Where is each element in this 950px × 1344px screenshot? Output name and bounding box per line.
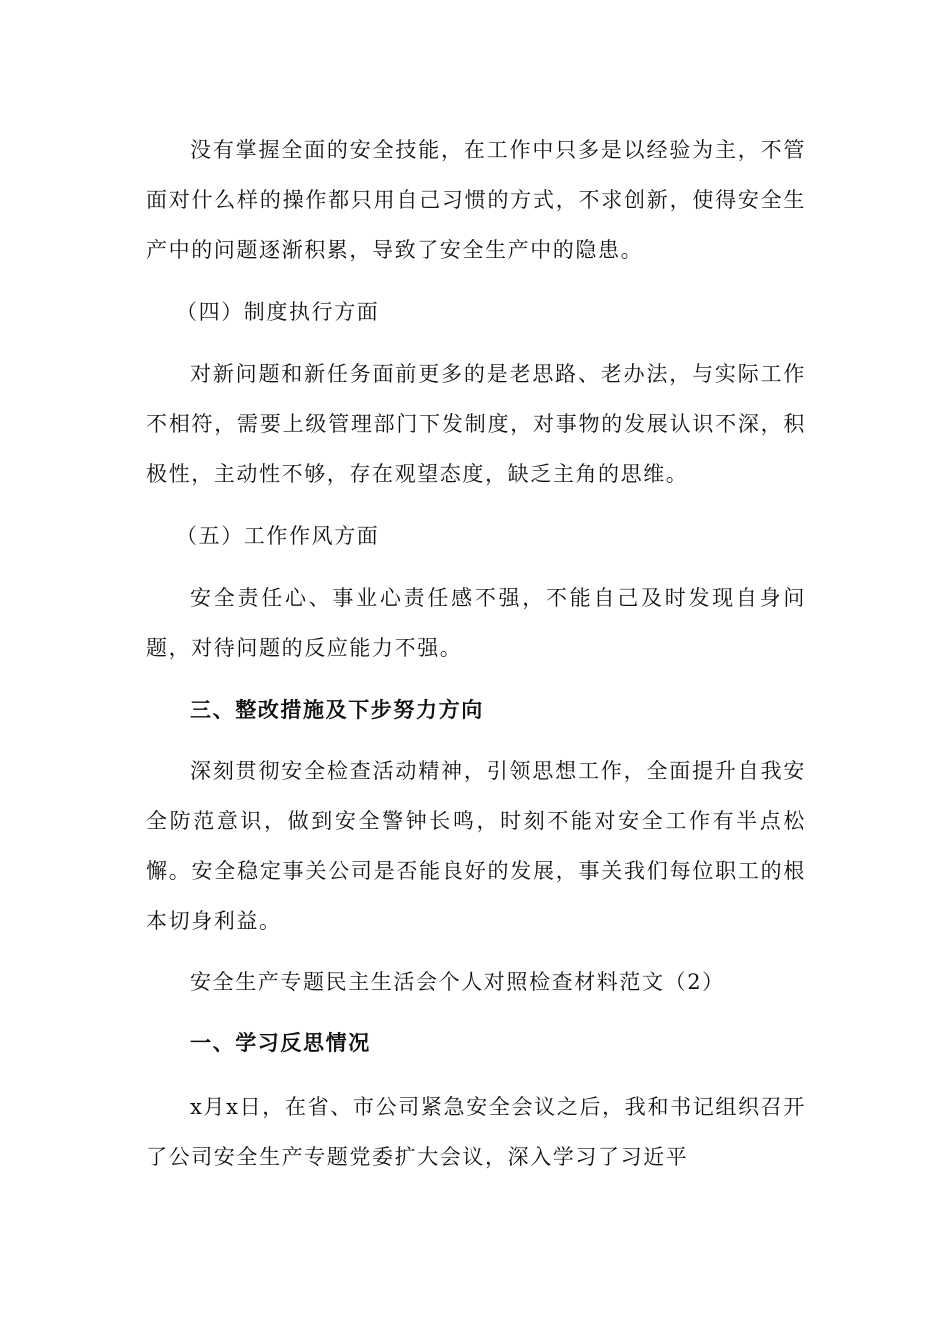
section-heading-work-style: （五）工作作风方面: [176, 524, 380, 548]
body-paragraph-system-execution: 对新问题和新任务面前更多的是老思路、老办法，与实际工作不相符，需要上级管理部门下发制度，对事物的发展认识不深，积极性，主动性不够，存在观望态度，缺乏主角的思维。: [146, 362, 806, 486]
body-paragraph-skills: 没有掌握全面的安全技能，在工作中只多是以经验为主，不管面对什么样的操作都只用自己习惯的方式，不求创新，使得安全生产中的问题逐渐积累，导致了安全生产中的隐患。: [146, 138, 806, 262]
document-subtitle: 安全生产专题民主生活会个人对照检查材料范文（2）: [190, 970, 725, 994]
body-paragraph-study-reflection: x月x日，在省、市公司紧急安全会议之后，我和书记组织召开了公司安全生产专题党委扩大会议，深入学习了习近平: [146, 1095, 806, 1169]
section-heading-rectification: 三、整改措施及下步努力方向: [190, 697, 484, 722]
body-paragraph-work-style: 安全责任心、事业心责任感不强，不能自己及时发现自身问题，对待问题的反应能力不强。: [146, 586, 806, 660]
section-heading-system-execution: （四）制度执行方面: [176, 300, 380, 324]
body-paragraph-rectification: 深刻贯彻安全检查活动精神，引领思想工作，全面提升自我安全防范意识，做到安全警钟长鸣，时刻不能对安全工作有半点松懈。安全稳定事关公司是否能良好的发展，事关我们每位职工的根本切身利益。: [146, 759, 806, 933]
section-heading-study-reflection: 一、学习反思情况: [190, 1030, 371, 1055]
